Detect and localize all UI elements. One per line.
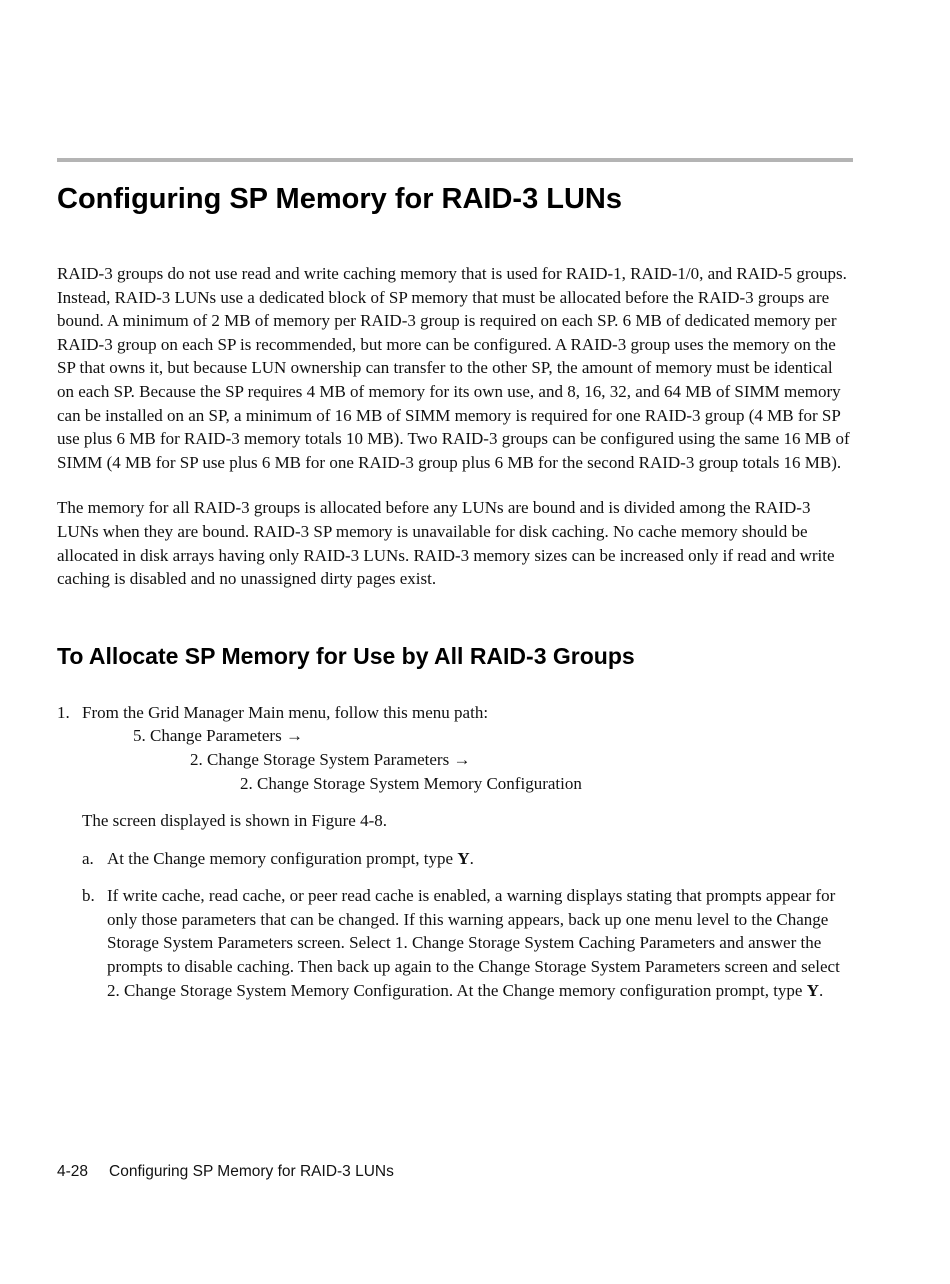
footer-page-number: 4-28	[57, 1163, 89, 1180]
intro-paragraph-1: RAID-3 groups do not use read and write caching memory that is used for RAID-1, RAID-1/0, and RAID-5 groups. Instead, RAID-3 LUNs use a dedicated block of SP memory that must be allocated before the RAID-3 groups are bound. A minimum of 2 MB of memory per RAID-3 group is required on each SP. 6 MB of dedicated memory per RAID-3 group on each SP is recommended, but more can be configured. A RAID-3 group uses the memory on the SP that owns it, but because LUN ownership can transfer to the other SP, the amount of memory must be identical on each SP. Because the SP requires 4 MB of memory for its own use, and 8, 16, 32, and 64 MB of SIMM memory can be installed on an SP, a minimum of 16 MB of SIMM memory is required for one RAID-3 group (4 MB for SP use plus 6 MB for RAID-3 memory totals 10 MB). Two RAID-3 groups can be configured using the same 16 MB of SIMM (4 MB for SP use plus 6 MB for one RAID-3 group plus 6 MB for the second RAID-3 group totals 16 MB).	[57, 264, 850, 472]
step-number: 1.	[57, 702, 70, 722]
substep-a-text	[107, 847, 853, 871]
intro-paragraph-2: The memory for all RAID-3 groups is allocated before any LUNs are bound and is divided among the RAID-3 LUNs when they are bound. RAID-3 SP memory is unavailable for disk caching. No cache memory should be allocated in disk arrays having only RAID-3 LUNs. RAID-3 memory sizes can be increased only if read and write caching is disabled and no unassigned dirty pages exist.	[57, 498, 835, 589]
page-footer	[57, 1163, 394, 1181]
substep-a-bold-key: Y	[457, 848, 470, 868]
substep-a-body: At the Change memory configuration prompt, type	[107, 848, 458, 868]
step-body	[82, 701, 853, 795]
menu-path-line-1: 5. Change Parameters →	[133, 726, 303, 746]
title-rule-divider	[57, 158, 853, 162]
substep-b-bold-key: Y	[806, 980, 819, 1000]
figure-reference-note: The screen displayed is shown in Figure 4-8.	[82, 811, 387, 831]
substep-a-suffix: .	[469, 848, 474, 868]
page-content	[57, 0, 853, 1002]
substep-b-letter: b.	[82, 886, 95, 906]
substep-b-body: If write cache, read cache, or peer read cache is enabled, a warning displays stating that prompts appear for only those parameters that can be changed. If this warning appears, back up one menu level to the Change Storage System Parameters screen. Select 1. Change Storage System Caching Parameters and answer the prompts to disable caching. Then back up again to the Change Storage System Parameters screen and select 2. Change Storage System Memory Configuration. At the Change memory configuration prompt, type	[107, 886, 840, 1000]
menu-path-line-2: 2. Change Storage System Parameters →	[190, 749, 471, 769]
menu-path-line-3: 2. Change Storage System Memory Configuration	[240, 773, 582, 793]
step-text: From the Grid Manager Main menu, follow this menu path:	[82, 702, 489, 722]
substep-a	[82, 847, 853, 871]
footer-running-title: Configuring SP Memory for RAID-3 LUNs	[109, 1163, 394, 1180]
substep-b-suffix: .	[819, 980, 824, 1000]
substep-a-letter: a.	[82, 848, 94, 868]
substep-b-text	[107, 884, 853, 1002]
section-heading: To Allocate SP Memory for Use by All RAID-3 Groups	[57, 642, 635, 669]
numbered-step-1	[57, 701, 853, 795]
substep-b	[82, 884, 853, 1002]
page-title: Configuring SP Memory for RAID-3 LUNs	[57, 183, 622, 215]
